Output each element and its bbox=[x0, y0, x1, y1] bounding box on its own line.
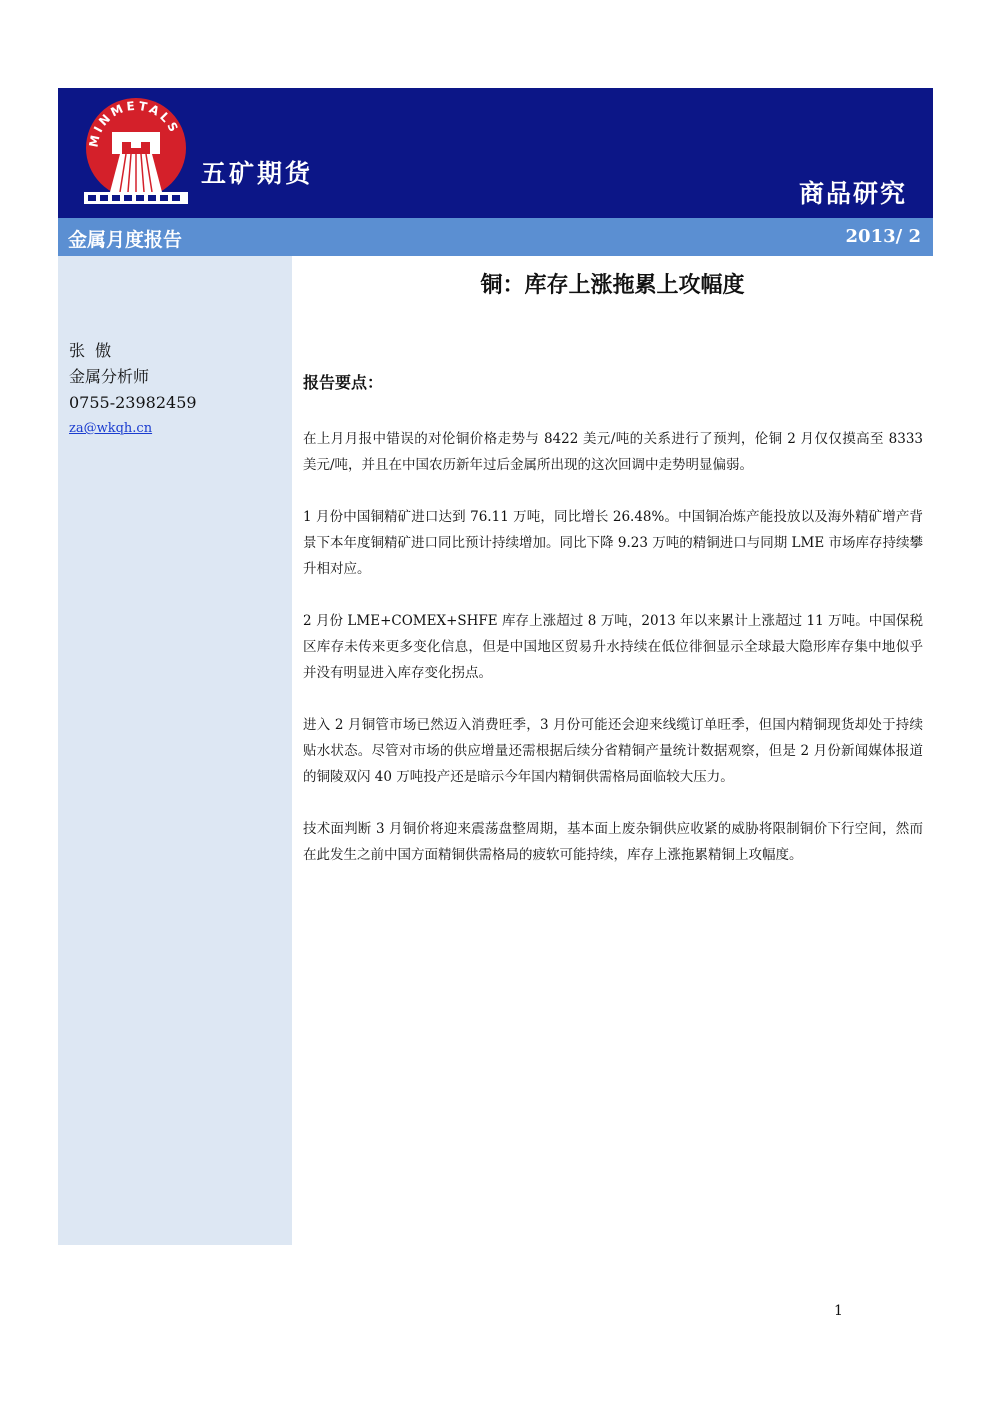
paragraph: 技术面判断 3 月铜价将迎来震荡盘整周期，基本面上废杂铜供应收紧的威胁将限制铜价下行空间，然而在此发生之前中国方面精铜供需格局的疲软可能持续，库存上涨拖累精铜上攻幅度。 bbox=[303, 821, 923, 863]
minmetals-logo bbox=[80, 96, 192, 208]
report-body bbox=[303, 426, 923, 894]
report-type: 金属月度报告 bbox=[68, 229, 183, 251]
paragraph: 2 月份 LME+COMEX+SHFE 库存上涨超过 8 万吨，2013 年以来累计上涨超过 11 万吨。中国保税区库存未传来更多变化信息，但是中国地区贸易升水持续在低位徘徊显示全球最大隐形库存集中地似乎并没有明显进入库存变化拐点。 bbox=[303, 613, 923, 681]
header-banner bbox=[58, 88, 933, 218]
report-bar bbox=[58, 218, 933, 256]
key-points-heading: 报告要点： bbox=[303, 373, 384, 392]
report-title: 铜：库存上涨拖累上攻幅度 bbox=[480, 273, 745, 298]
report-date: 2013/ 2 bbox=[845, 226, 921, 247]
analyst-info bbox=[69, 338, 197, 442]
paragraph: 进入 2 月铜管市场已然迈入消费旺季，3 月份可能还会迎来线缆订单旺季，但国内精铜现货却处于持续贴水状态。尽管对市场的供应增量还需根据后续分省精铜产量统计数据观察，但是 2 月份新闻媒体报道的铜陵双闪 40 万吨投产还是暗示今年国内精铜供需格局面临较大压力。 bbox=[303, 717, 923, 785]
analyst-name: 张 傲 bbox=[69, 341, 112, 360]
analyst-email-link[interactable]: za@wkqh.cn bbox=[69, 421, 153, 436]
analyst-title: 金属分析师 bbox=[69, 367, 150, 386]
analyst-sidebar bbox=[58, 256, 292, 1245]
analyst-phone: 0755-23982459 bbox=[69, 393, 197, 412]
page-number: 1 bbox=[834, 1303, 843, 1319]
paragraph: 1 月份中国铜精矿进口达到 76.11 万吨，同比增长 26.48%。中国铜冶炼产能投放以及海外精矿增产背景下本年度铜精矿进口同比预计持续增加。同比下降 9.23 万吨的精铜进口与同期 LME 市场库存持续攀升相对应。 bbox=[303, 509, 923, 577]
logo-text: MINMETALS bbox=[86, 98, 183, 149]
paragraph: 在上月月报中错误的对伦铜价格走势与 8422 美元/吨的关系进行了预判，伦铜 2 月仅仅摸高至 8333 美元/吨，并且在中国农历新年过后金属所出现的这次回调中走势明显偏弱。 bbox=[303, 431, 923, 473]
company-name: 五矿期货 bbox=[201, 159, 314, 188]
section-label: 商品研究 bbox=[798, 179, 907, 208]
